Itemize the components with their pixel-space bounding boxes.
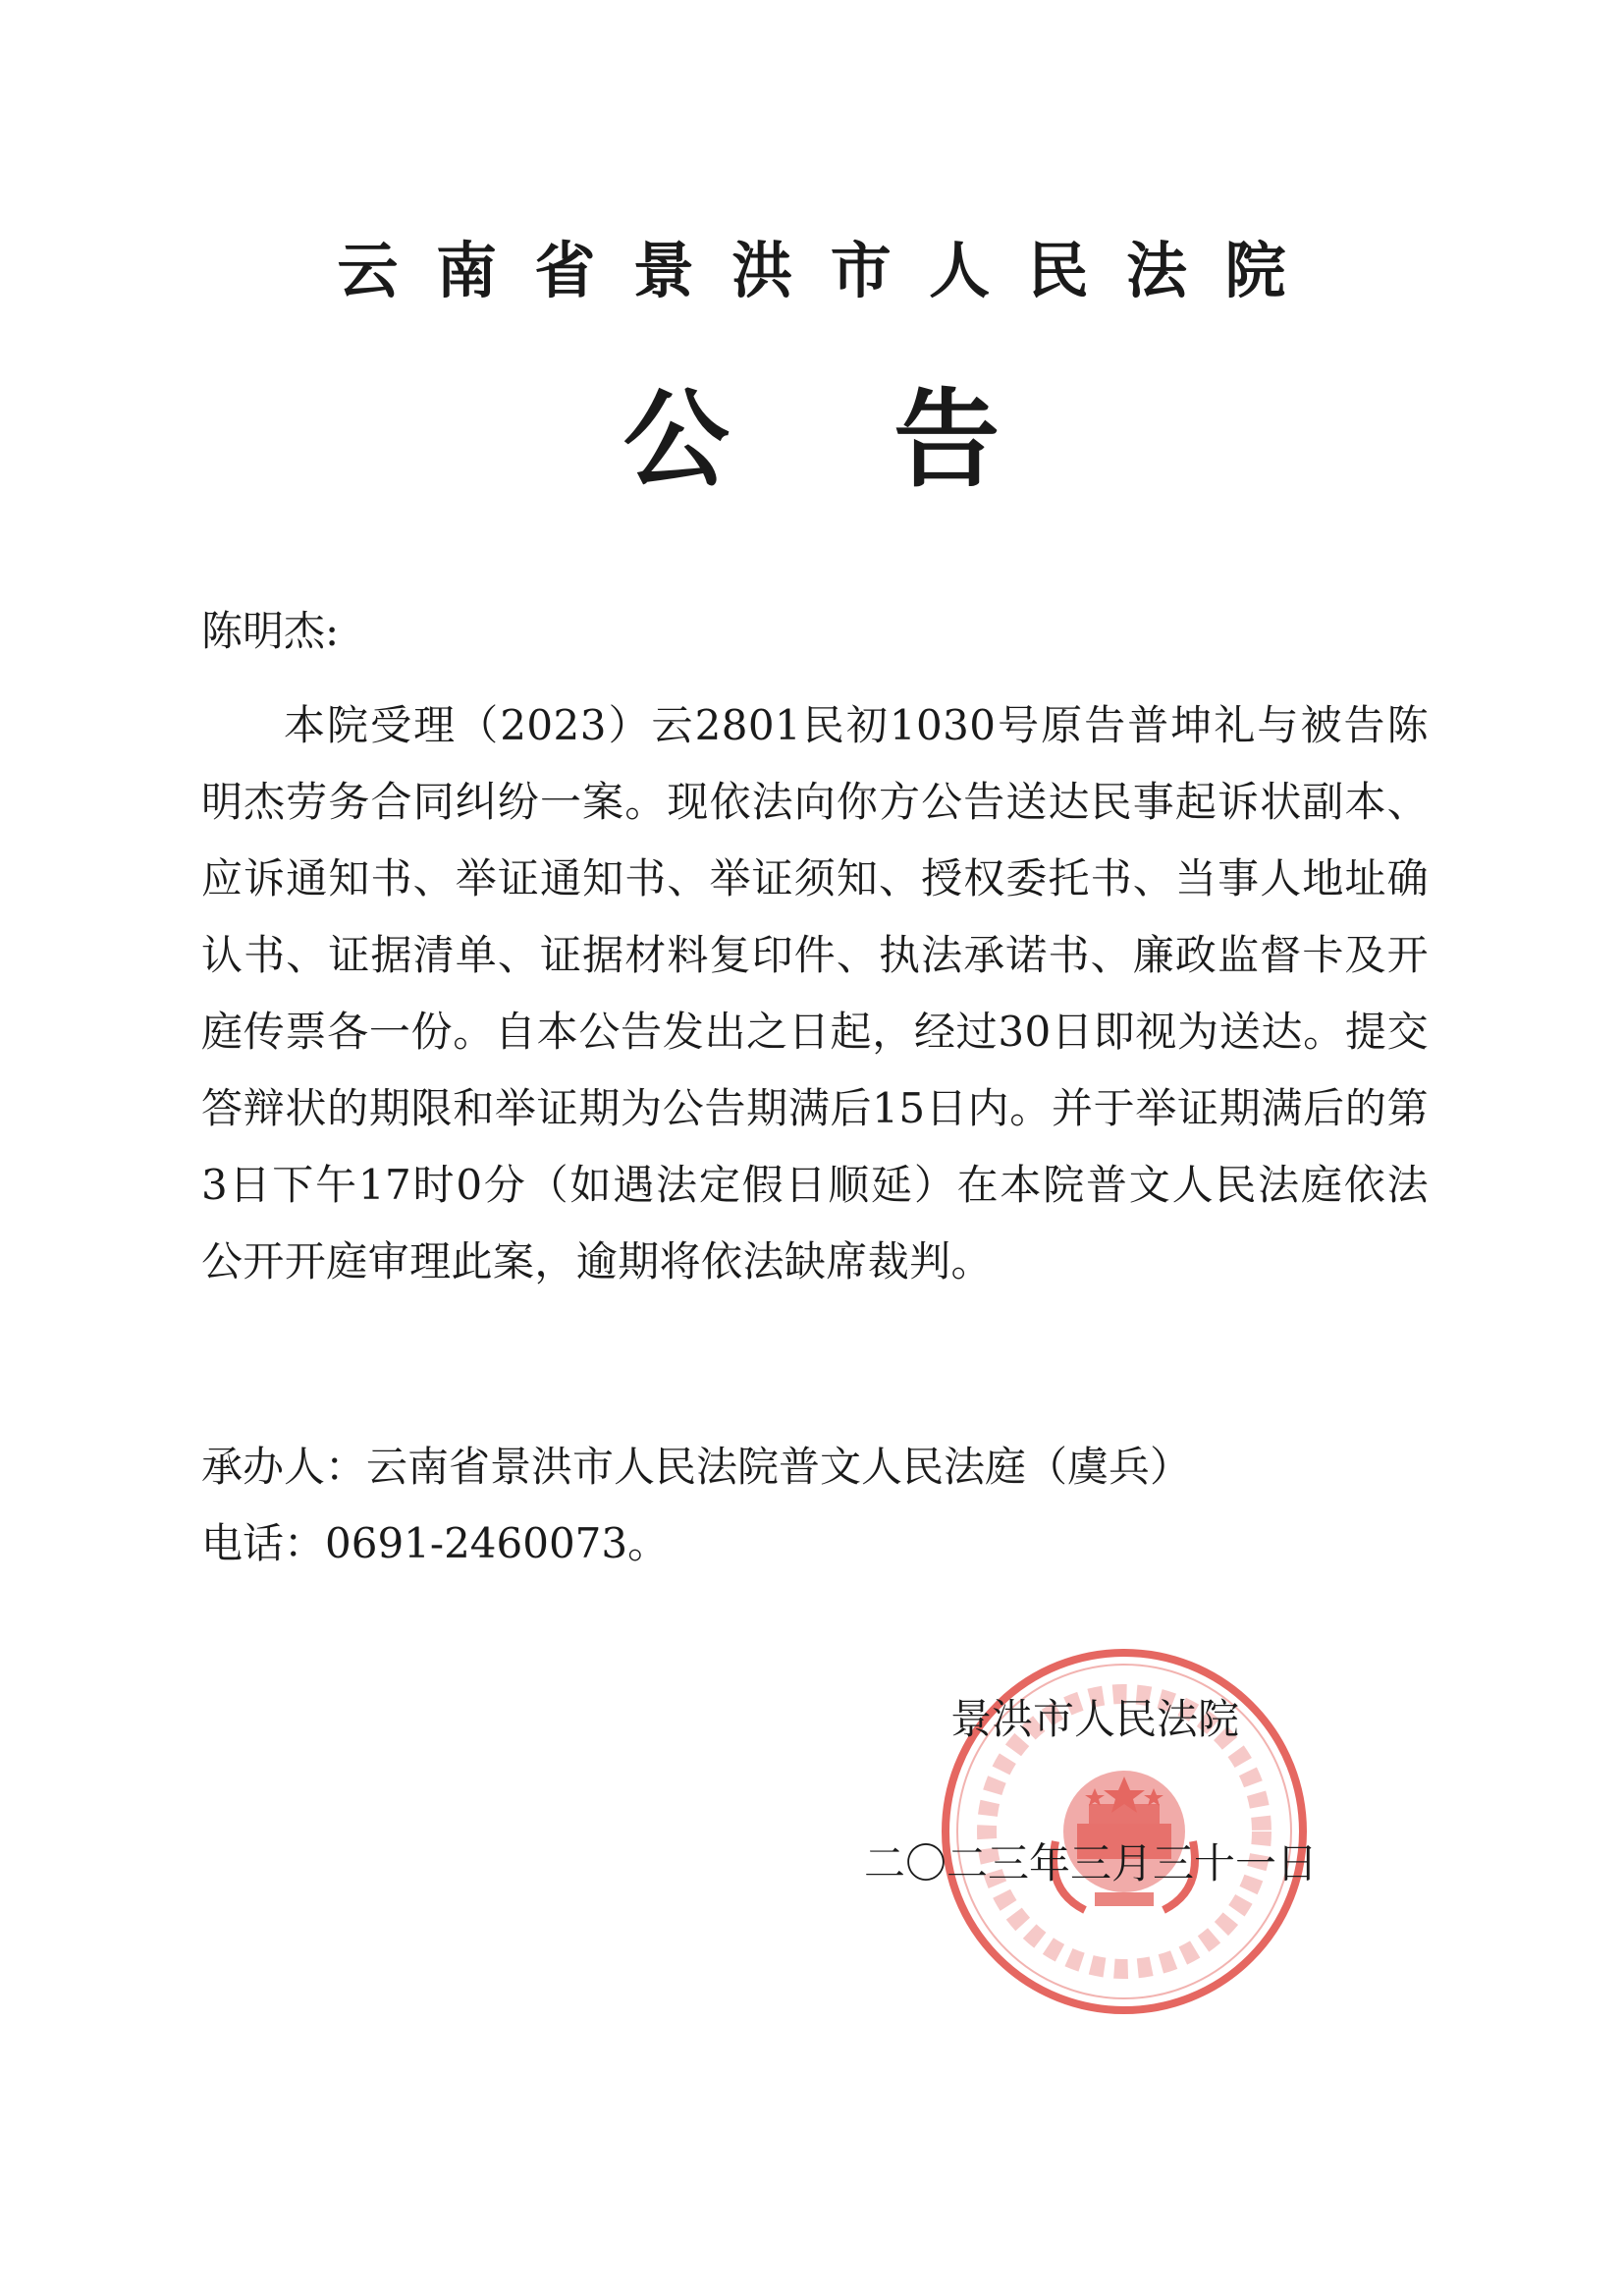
case-handler: 承办人：云南省景洪市人民法院普文人民法庭（虞兵）	[201, 1443, 1192, 1491]
contact-block	[201, 1429, 1191, 1582]
issuing-court: 景洪市人民法院	[950, 1695, 1240, 1743]
addressee: 陈明杰:	[201, 607, 340, 655]
phone-number: 电话：0691-2460073。	[201, 1519, 670, 1567]
document-title: 公告	[622, 379, 1164, 502]
issue-date: 二〇二三年三月三十一日	[864, 1839, 1319, 1887]
court-name: 云南省景洪市人民法院	[337, 235, 1324, 306]
notice-body: 本院受理（2023）云2801民初1030号原告普坤礼与被告陈明杰劳务合同纠纷一案。现依法向你方公告送达民事起诉状副本、应诉通知书、举证通知书、举证须知、授权委托书、当事人地址确认书、证据清单、证据材料复印件、执法承诺书、廉政监督卡及开庭传票各一份。自本公告发出之日起，经过30日即视为送达。提交答辩状的期限和举证期为公告期满后15日内。并于举证期满后的第3日下午17时0分（如遇法定假日顺延）在本院普文人民法庭依法公开开庭审理此案，逾期将依法缺席裁判。	[201, 701, 1429, 1285]
